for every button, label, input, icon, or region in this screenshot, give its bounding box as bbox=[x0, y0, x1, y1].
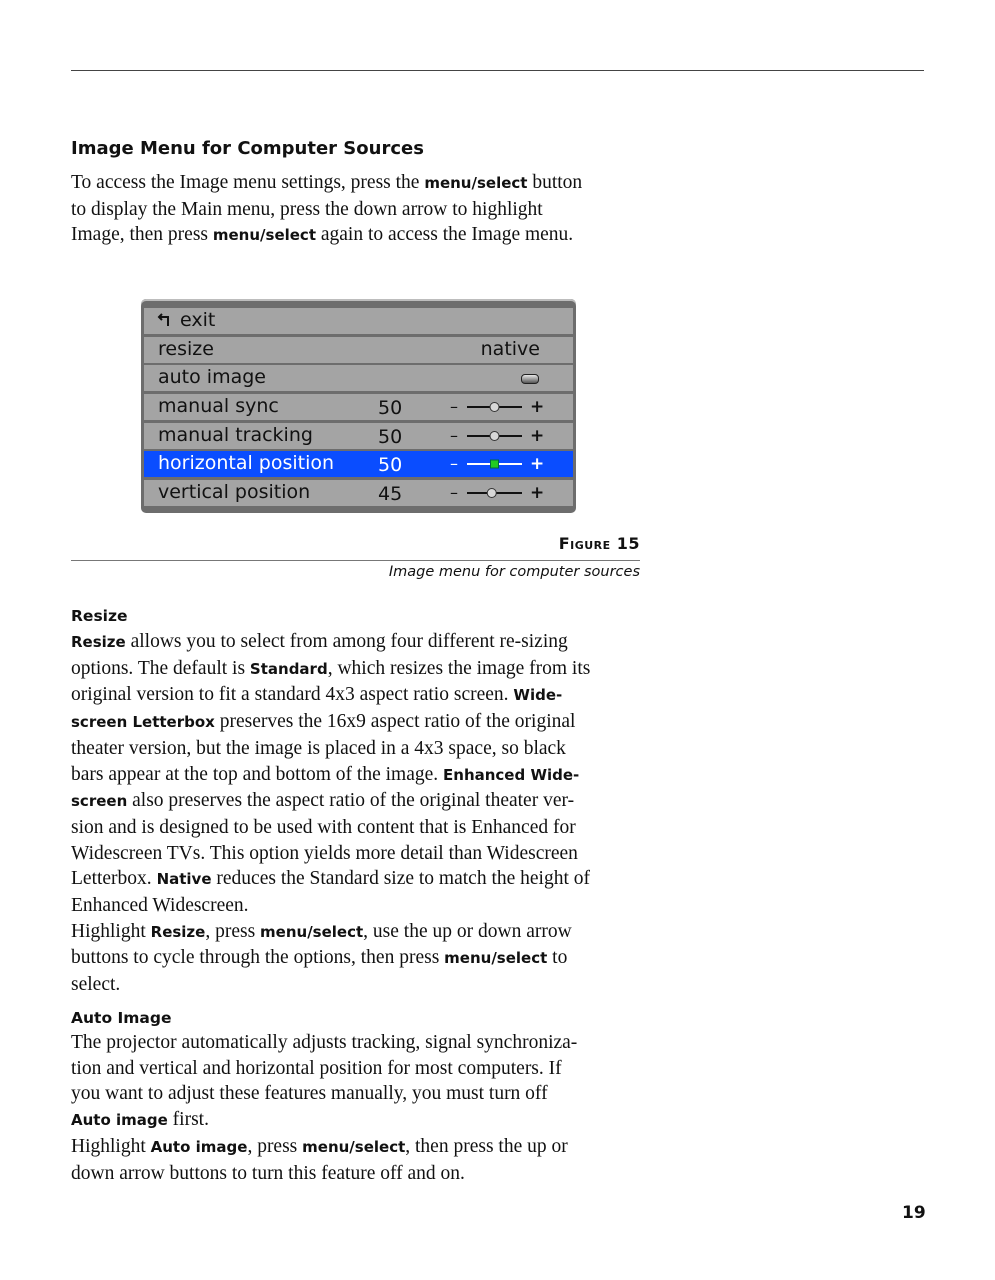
body-text: allows you to select from among four different re-sizing bbox=[125, 631, 568, 652]
page-number: 19 bbox=[902, 1203, 926, 1223]
body-text: also preserves the aspect ratio of the original theater ver- bbox=[127, 790, 575, 812]
body-text: bars appear at the top and bottom of the image. bbox=[71, 763, 444, 785]
body-text: sion and is designed to be used with content that is Enhanced for bbox=[71, 816, 576, 838]
menu-row-value: 50 bbox=[378, 454, 403, 476]
menu-row-exit[interactable] bbox=[144, 308, 573, 334]
auto-image-heading: Auto Image bbox=[71, 1009, 172, 1027]
keyword: Resize bbox=[71, 633, 126, 651]
exit-item bbox=[158, 309, 215, 331]
intro-text: To access the Image menu settings, press the bbox=[71, 172, 425, 193]
slider-knob bbox=[490, 432, 499, 441]
slider-minus: – bbox=[450, 397, 458, 416]
body-text: you want to adjust these features manually, you must turn off bbox=[71, 1083, 548, 1105]
figure-rule bbox=[71, 560, 640, 561]
toggle-pill-icon[interactable] bbox=[521, 374, 539, 384]
body-text: , press bbox=[247, 1135, 303, 1157]
intro-text: again to access the Image menu. bbox=[316, 224, 574, 246]
resize-value: native bbox=[480, 338, 540, 360]
menu-row-horizontal-position[interactable] bbox=[144, 451, 573, 477]
keyword: screen bbox=[71, 792, 128, 811]
slider-plus: + bbox=[530, 426, 545, 446]
menu-row-value: 50 bbox=[378, 397, 403, 419]
menu-row-label: auto image bbox=[158, 366, 266, 388]
body-text: , which resizes the image from its bbox=[327, 657, 591, 679]
intro-text: Image, then press bbox=[71, 224, 213, 246]
keyword: Native bbox=[156, 870, 212, 889]
body-text: tion and vertical and horizontal position for most computers. If bbox=[71, 1057, 562, 1079]
body-text: reduces the Standard size to match the height of bbox=[211, 868, 591, 890]
resize-paragraph bbox=[71, 629, 651, 998]
keyword: menu/select bbox=[212, 226, 316, 245]
body-text: first. bbox=[167, 1109, 209, 1131]
keyword: Wide- bbox=[513, 686, 563, 705]
header-rule bbox=[71, 70, 924, 71]
body-text: Letterbox. bbox=[71, 868, 157, 890]
menu-row-value: 50 bbox=[378, 426, 403, 448]
menu-row-label: resize bbox=[158, 338, 214, 360]
body-text: , then press the up or bbox=[405, 1135, 568, 1157]
menu-row-label: horizontal position bbox=[158, 452, 335, 474]
image-menu-osd bbox=[141, 299, 576, 513]
body-text: , press bbox=[205, 920, 261, 942]
slider[interactable] bbox=[450, 426, 545, 446]
slider-plus: + bbox=[530, 483, 545, 503]
slider-knob bbox=[491, 460, 499, 468]
keyword: Enhanced Wide- bbox=[443, 765, 580, 784]
body-text: The projector automatically adjusts tracking, signal synchroniza- bbox=[71, 1032, 578, 1053]
slider[interactable] bbox=[450, 483, 545, 503]
keyword: menu/select bbox=[260, 922, 364, 941]
body-text: original version to fit a standard 4x3 aspect ratio screen. bbox=[71, 684, 514, 706]
body-text: Highlight bbox=[71, 920, 151, 942]
intro-text: button bbox=[527, 172, 583, 193]
body-text: Highlight bbox=[71, 1135, 151, 1157]
slider-minus: – bbox=[450, 426, 458, 445]
menu-row-vertical-position[interactable] bbox=[144, 480, 573, 506]
auto-image-paragraph bbox=[71, 1030, 651, 1186]
slider-minus: – bbox=[450, 483, 458, 502]
slider-plus: + bbox=[530, 397, 545, 417]
menu-row-label: vertical position bbox=[158, 481, 311, 503]
menu-row-manual-sync[interactable] bbox=[144, 394, 573, 420]
slider-plus: + bbox=[530, 454, 545, 474]
body-text: options. The default is bbox=[71, 657, 250, 679]
menu-row-label: manual tracking bbox=[158, 424, 313, 446]
section-title: Image Menu for Computer Sources bbox=[71, 138, 424, 159]
slider-minus: – bbox=[450, 454, 458, 473]
body-text: select. bbox=[71, 974, 121, 996]
body-text: , use the up or down arrow bbox=[363, 920, 572, 942]
resize-heading: Resize bbox=[71, 607, 128, 625]
menu-row-resize[interactable] bbox=[144, 337, 573, 363]
keyword: Auto image bbox=[71, 1111, 168, 1130]
body-text: down arrow buttons to turn this feature off and on. bbox=[71, 1162, 465, 1184]
intro-paragraph bbox=[71, 170, 651, 249]
slider[interactable] bbox=[450, 454, 545, 474]
body-text: preserves the 16x9 aspect ratio of the original bbox=[214, 711, 576, 733]
menu-row-auto-image[interactable] bbox=[144, 365, 573, 391]
exit-label: exit bbox=[180, 309, 216, 331]
body-text: to bbox=[547, 947, 568, 969]
menu-row-value: 45 bbox=[378, 483, 403, 505]
body-text: buttons to cycle through the options, then press bbox=[71, 947, 445, 969]
keyword: menu/select bbox=[444, 949, 548, 968]
keyword: menu/select bbox=[424, 174, 528, 192]
keyword: Resize bbox=[150, 922, 206, 941]
keyword: screen Letterbox bbox=[71, 713, 215, 732]
slider[interactable] bbox=[450, 397, 545, 417]
body-text: Enhanced Widescreen. bbox=[71, 895, 249, 917]
slider-knob bbox=[490, 403, 499, 412]
figure-caption: Image menu for computer sources bbox=[388, 564, 640, 580]
menu-row-manual-tracking[interactable] bbox=[144, 423, 573, 449]
figure-title: Figure 15 bbox=[558, 534, 640, 553]
return-arrow-icon bbox=[158, 313, 174, 327]
body-text: theater version, but the image is placed in a 4x3 space, so black bbox=[71, 737, 566, 759]
slider-knob bbox=[487, 489, 496, 498]
keyword: menu/select bbox=[302, 1137, 406, 1156]
menu-row-label: manual sync bbox=[158, 395, 279, 417]
keyword: Standard bbox=[249, 659, 328, 678]
intro-text: to display the Main menu, press the down arrow to highlight bbox=[71, 198, 543, 220]
keyword: Auto image bbox=[150, 1137, 248, 1156]
body-text: Widescreen TVs. This option yields more detail than Widescreen bbox=[71, 842, 578, 864]
